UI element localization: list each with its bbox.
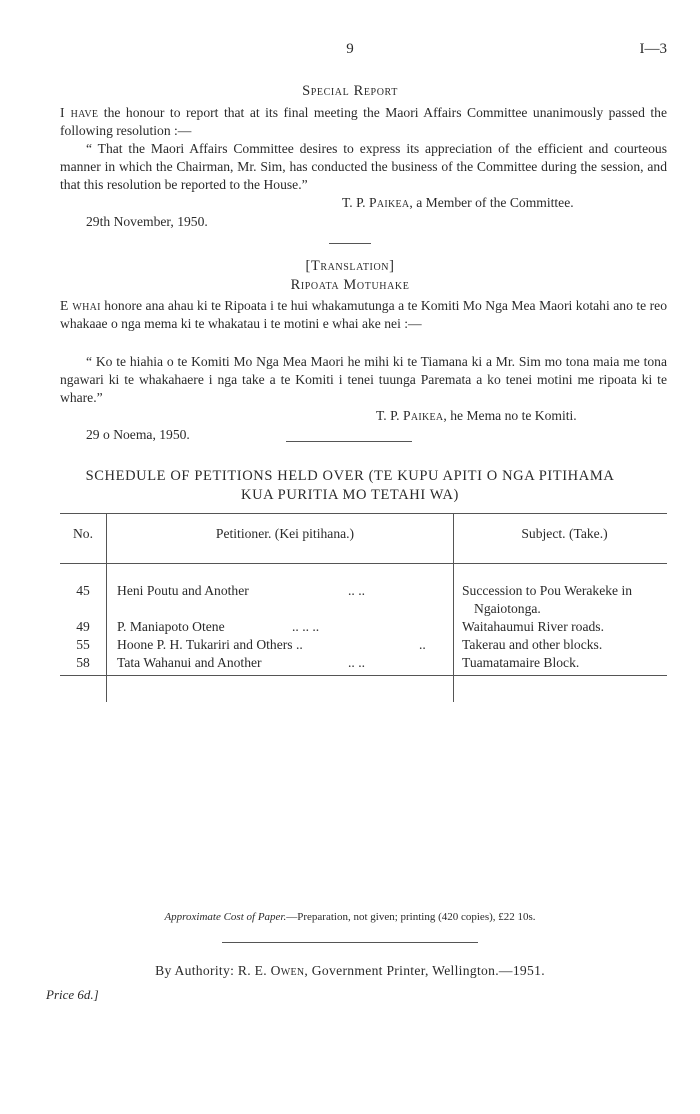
special-report-signature: T. P. Paikea, a Member of the Committee. <box>342 195 574 210</box>
translation-date: 29 o Noema, 1950. <box>86 427 190 442</box>
leader-dots: .. .. <box>348 583 365 598</box>
document-reference: I—3 <box>639 41 667 57</box>
subject-cell <box>454 618 668 636</box>
cost-text: —Preparation, not given; printing (420 copies), £22 10s. <box>286 911 536 923</box>
printer-authority: By Authority: R. E. Owen, Government Printer, Wellington.—1951. <box>155 963 545 978</box>
subject-text: Succession to Pou Werakeke in <box>462 583 633 598</box>
petitioner-name: Heni Poutu and Another <box>117 583 249 598</box>
table-row <box>60 636 667 654</box>
subject-cell <box>454 636 668 654</box>
petitioner-name: Hoone P. H. Tukariri and Others .. <box>117 637 303 652</box>
schedule-title-line2: KUA PURITIA MO TETAHI WA) <box>241 487 459 503</box>
petition-number: 55 <box>60 636 107 654</box>
petition-number: 45 <box>60 582 107 618</box>
leader-dots: .. <box>419 637 426 652</box>
signature-name: Paikea <box>368 195 410 210</box>
special-report-title: Special Report <box>302 83 398 99</box>
special-report-date: 29th November, 1950. <box>86 214 208 229</box>
petitioner-name: P. Maniapoto Otene <box>117 619 225 634</box>
price-label: Price 6d.] <box>46 987 99 1002</box>
section-divider <box>329 243 371 244</box>
translation-quote: “ Ko te hiahia o te Komiti Mo Nga Mea Maori he mihi ki te Tiamana ki a Mr. Sim mo tona maia me tona ngawari ki te whakahaere i nga take a te Komiti i tenei tuunga Paremata a ko tenei motini me ripoata ki te whare.” <box>60 354 667 405</box>
footer-divider <box>222 942 478 943</box>
leader-dots: .. .. <box>348 655 365 670</box>
translation-label: [Translation] <box>305 258 395 274</box>
petition-number: 49 <box>60 618 107 636</box>
petitioner-name: Tata Wahanui and Another <box>117 655 262 670</box>
cost-label: Approximate Cost of Paper. <box>164 911 287 923</box>
translation-body: honore ana ahau ki te Ripoata i te hui whakamutunga a te Komiti Mo Nga Mea Maori kotahi ano te reo whakaae o nga mema ki te whakatau i te motini e whai ake nei :— <box>60 298 668 331</box>
leader-dots: .. .. .. <box>292 619 320 634</box>
subject-text: Tuamatamaire Block. <box>462 655 580 670</box>
table-row <box>60 618 667 636</box>
petitioner-cell <box>107 654 454 702</box>
special-report-lead: I have <box>60 105 99 120</box>
petition-number: 58 <box>60 654 107 702</box>
cost-note <box>0 908 700 926</box>
schedule-title-line1: SCHEDULE OF PETITIONS HELD OVER (TE KUPU APITI O NGA PITIHAMA <box>85 468 615 484</box>
column-header-petitioner: Petitioner. (Kei pitihana.) <box>107 514 454 564</box>
table-spacer-row <box>60 564 667 583</box>
section-divider <box>286 441 412 442</box>
column-header-subject: Subject. (Take.) <box>521 526 608 541</box>
translation-paragraph <box>60 297 667 333</box>
petitions-table <box>60 514 667 702</box>
translation-signature: T. P. Paikea, he Mema no te Komiti. <box>376 408 577 423</box>
table-bottom-rule <box>60 675 667 676</box>
subject-cell <box>454 654 668 702</box>
subject-text-continued: Ngaiotonga. <box>474 601 541 616</box>
subject-cell <box>454 582 668 618</box>
petitioner-cell <box>107 618 454 636</box>
page-number: 9 <box>346 41 354 57</box>
table-row <box>60 654 667 702</box>
special-report-body: the honour to report that at its final meeting the Maori Affairs Committee unanimously passed the following resolution :— <box>60 105 667 138</box>
column-header-no: No. <box>60 514 107 564</box>
table-row <box>60 582 667 618</box>
subject-text: Takerau and other blocks. <box>462 637 603 652</box>
petitioner-cell <box>107 582 454 618</box>
petitioner-cell <box>107 636 454 654</box>
printer-name: Owen <box>270 963 305 978</box>
translation-title: Ripoata Motuhake <box>290 277 410 293</box>
translation-lead: E whai <box>60 298 101 313</box>
subject-text: Waitahaumui River roads. <box>462 619 604 634</box>
special-report-paragraph <box>60 104 667 140</box>
signature-name: Paikea <box>402 408 444 423</box>
table-header-row <box>60 514 667 564</box>
special-report-quote: “ That the Maori Affairs Committee desires to express its appreciation of the efficient and courteous manner in which the Chairman, Mr. Sim, has conducted the business of the Committee during the session, and that this resolution be reported to the House.” <box>60 141 667 192</box>
